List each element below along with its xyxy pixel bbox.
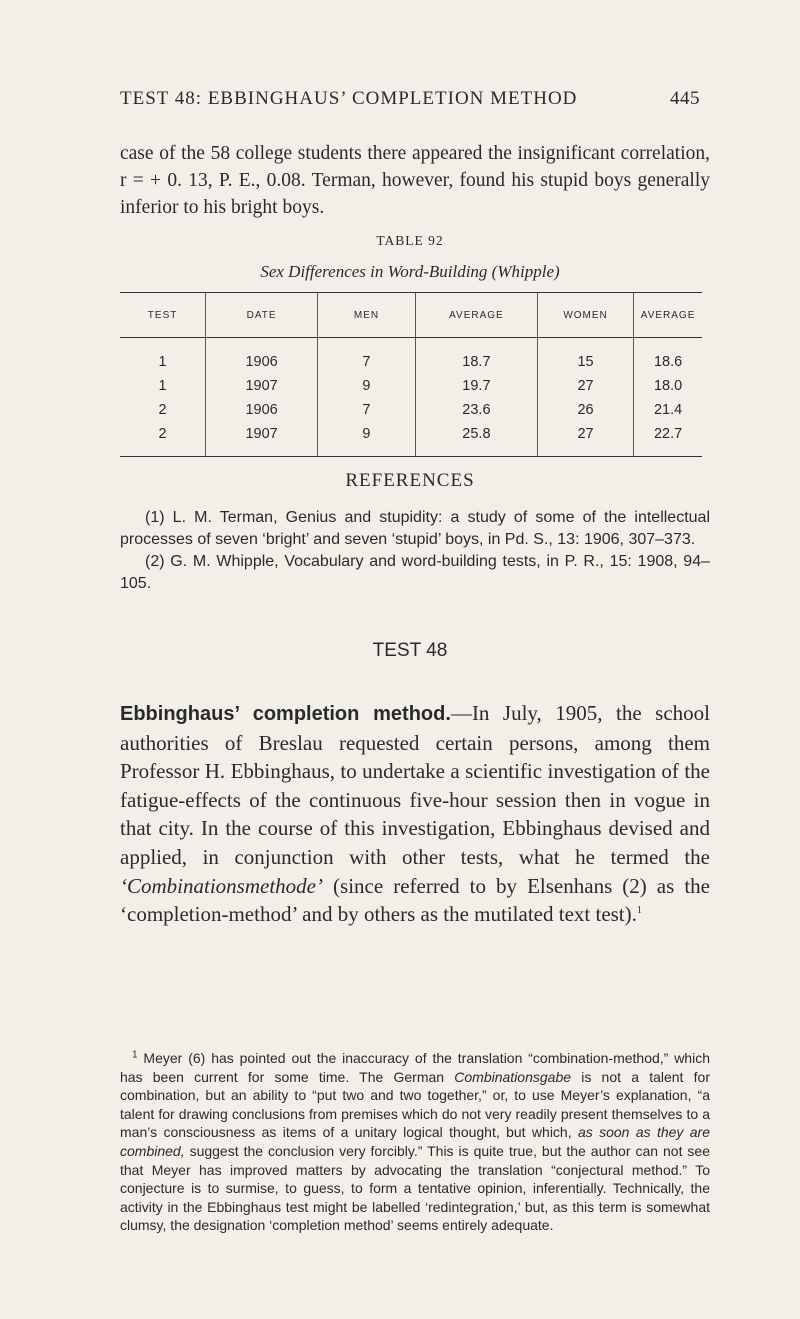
paragraph-ebbinghaus-part2: (since referred to by Elsenhans (2) as the ‘completion-method’ and by others as the mutilated text test). <box>120 873 710 927</box>
cell-women-average: 18.6 <box>634 338 702 375</box>
cell-date: 1906 <box>206 398 318 422</box>
table-row <box>120 374 702 398</box>
footnote-part3: suggest the conclusion very forcibly.” This is quite true, but the author can not see that Meyer has improved matters by advocating the translation “conjectural method.” To conjecture is to surmise, to guess, to form a tentative opinion, inferentially. Technically, the activity in the Ebbinghaus test might be labelled ‘redintegration,’ but, as this term is somewhat clumsy, the designation ‘completion method’ seems entirely adequate. <box>120 1142 710 1234</box>
page-number: 445 <box>670 88 700 109</box>
footnote <box>120 1049 710 1235</box>
col-test: TEST <box>120 293 206 338</box>
cell-test: 1 <box>158 378 167 394</box>
col-men-average: AVERAGE <box>415 293 537 338</box>
col-women: WOMEN <box>537 293 633 338</box>
paragraph-ebbinghaus <box>120 699 710 929</box>
test-heading: TEST 48 <box>372 640 448 661</box>
references-list <box>120 507 710 595</box>
cell-men: 9 <box>318 374 416 398</box>
cell-men: 7 <box>318 398 416 422</box>
cell-women-average: 22.7 <box>634 422 702 457</box>
section-lead: Ebbinghaus’ completion method. <box>120 703 451 725</box>
cell-men-average: 18.7 <box>415 338 537 375</box>
running-head <box>120 88 700 110</box>
footnote-ref: 1 <box>636 905 642 917</box>
table-row <box>120 338 702 375</box>
footnote-text <box>120 1049 710 1235</box>
sex-differences-table <box>120 292 702 457</box>
cell-date: 1906 <box>206 338 318 375</box>
running-head-title: TEST 48: EBBINGHAUS’ COMPLETION METHOD <box>120 88 578 109</box>
references-heading: REFERENCES <box>345 470 475 491</box>
cell-men-average: 25.8 <box>415 422 537 457</box>
term-combinationsgabe: Combinationsgabe <box>454 1068 572 1085</box>
table-row <box>120 422 702 457</box>
cell-date: 1907 <box>206 422 318 457</box>
col-date: DATE <box>206 293 318 338</box>
cell-men-average: 23.6 <box>415 398 537 422</box>
paragraph-correlation <box>120 140 710 221</box>
paragraph-ebbinghaus-part1: —In July, 1905, the school authorities of Breslau requested certain persons, among them Professor H. Ebbinghaus, to undertake a scientific investigation of the fatigue-effects of the continuous five-hour session then in vogue in that city. In the course of this investigation, Ebbinghaus devised and applied, in conjunction with other tests, what he termed the <box>120 701 711 869</box>
cell-women: 27 <box>537 422 633 457</box>
cell-test: 1 <box>158 354 167 370</box>
footnote-part1: Meyer (6) has pointed out the inaccuracy of the translation “combination-method,” which has been current for some time. The German <box>120 1050 710 1085</box>
paragraph-ebbinghaus-text <box>120 699 710 929</box>
cell-women: 26 <box>537 398 633 422</box>
table-row <box>120 398 702 422</box>
cell-men: 7 <box>318 338 416 375</box>
cell-test: 2 <box>120 422 206 457</box>
table-header-row <box>120 293 702 338</box>
table-label: TABLE 92 <box>376 233 444 248</box>
reference-item: (1) L. M. Terman, Genius and stupidity: a study of some of the intellectual processes of seven ‘bright’ and seven ‘stupid’ boys, in Pd. S., 13: 1906, 307–373. <box>120 509 710 548</box>
paragraph-correlation-text: case of the 58 college students there appeared the insignificant correlation, r = + 0. 13, P. E., 0.08. Terman, however, found his stupid boys generally inferior to his bright boys. <box>120 143 710 218</box>
reference-item: (2) G. M. Whipple, Vocabulary and word-building tests, in P. R., 15: 1908, 94–105. <box>120 553 710 592</box>
col-men: MEN <box>318 293 416 338</box>
col-women-average: AVERAGE <box>634 293 702 338</box>
cell-women-average: 21.4 <box>634 398 702 422</box>
cell-date: 1907 <box>206 374 318 398</box>
cell-women-average: 18.0 <box>634 374 702 398</box>
term-combinationsmethode: ‘Combinationsmethode’ <box>120 873 323 898</box>
cell-men: 9 <box>318 422 416 457</box>
cell-test: 2 <box>158 402 167 418</box>
cell-women: 27 <box>537 374 633 398</box>
footnote-emphasis: as soon as they are combined, <box>120 1124 711 1159</box>
table-caption: Sex Differences in Word-Building (Whipple) <box>260 262 560 281</box>
cell-men-average: 19.7 <box>415 374 537 398</box>
footnote-part2: is not a talent for combination, but an ability to “put two and two together,” or, to use Meyer’s explanation, “a talent for drawing conclusions from premises which do not very readily present themselves to a man’s consciousness as items of a unitary logical thought, but which, <box>120 1068 710 1141</box>
cell-women: 15 <box>537 338 633 375</box>
footnote-marker: 1 <box>132 1049 138 1061</box>
